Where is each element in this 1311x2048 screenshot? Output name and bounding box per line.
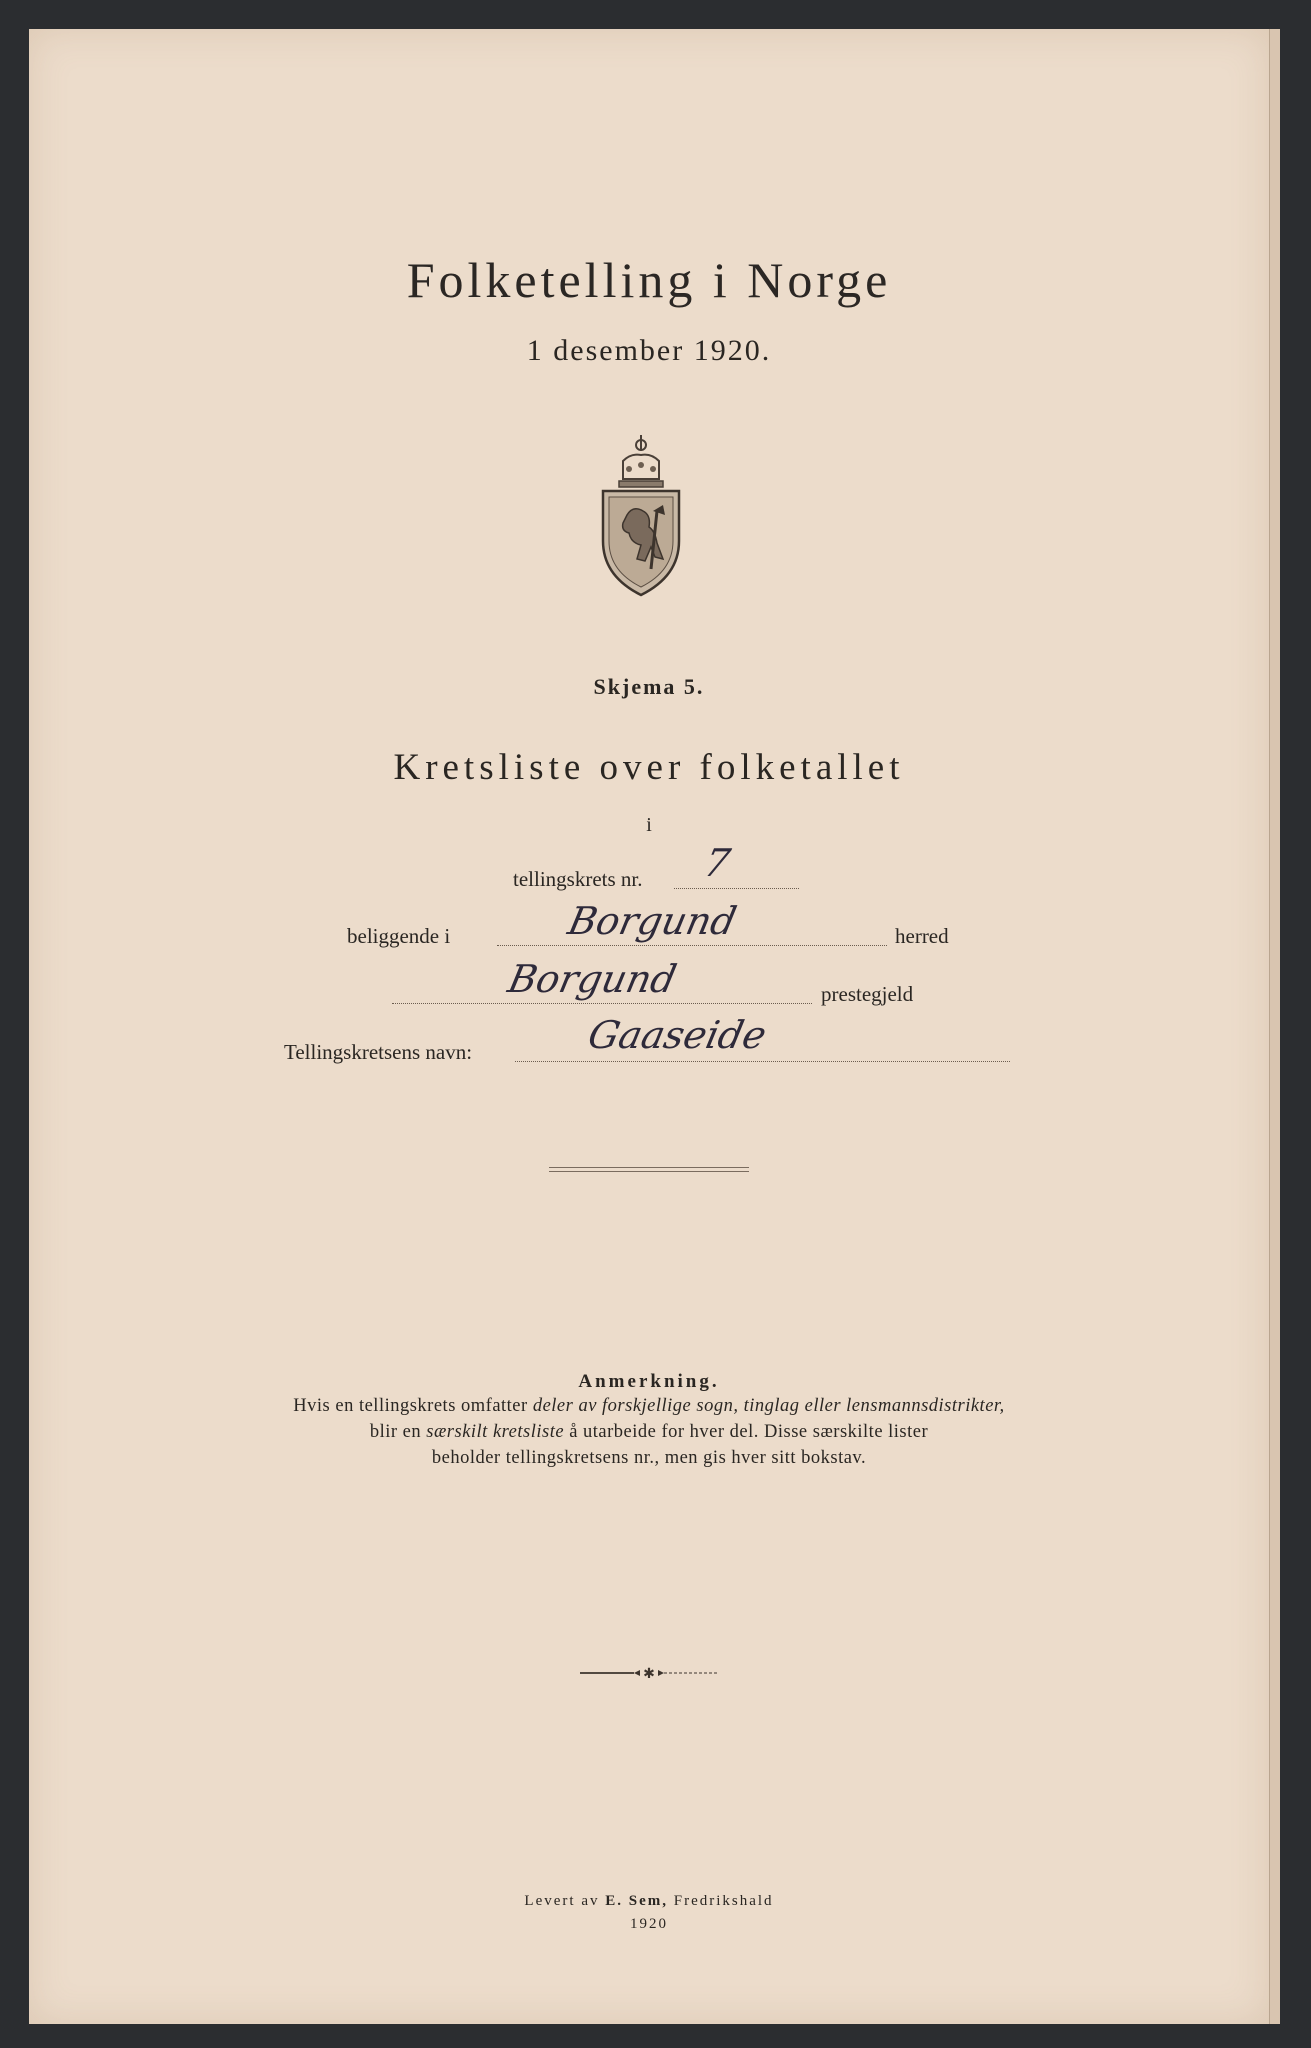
page-edge — [1269, 29, 1280, 2024]
census-date: 1 desember 1920. — [526, 334, 772, 367]
herred-label: herred — [895, 924, 949, 948]
district-name-label: Tellingskretsens navn: — [284, 1040, 473, 1064]
printer-credit — [29, 1893, 1269, 1910]
note-heading: Anmerkning. — [578, 1371, 720, 1392]
printer-city: Fredrikshald — [667, 1893, 774, 1909]
note-text: blir en — [369, 1422, 427, 1442]
located-in-value[interactable]: Borgund — [564, 899, 741, 943]
schema-number: Skjema 5. — [593, 674, 705, 699]
note-line-3: beholder tellingskretsens nr., men gis hver sitt bokstav. — [431, 1448, 867, 1468]
district-name-value[interactable]: Gaaseide — [584, 1013, 771, 1057]
form-subtitle: Kretsliste over folketallet — [393, 747, 905, 788]
printer-prefix: Levert av — [524, 1893, 606, 1909]
located-in-label: beliggende i — [347, 924, 451, 948]
page-title: Folketelling i Norge — [406, 252, 892, 308]
connector-text: i — [646, 814, 652, 836]
note-line-2 — [29, 1422, 1269, 1443]
norwegian-coat-of-arms-icon — [593, 431, 689, 599]
parish-value[interactable]: Borgund — [504, 957, 681, 1001]
district-number-label: tellingskrets nr. — [513, 867, 643, 891]
parish-label: prestegjeld — [821, 982, 914, 1006]
note-text: å utarbeide for hver del. Disse særskilte lister — [564, 1422, 929, 1442]
ornament-divider-icon — [574, 1663, 724, 1683]
printer-name: E. Sem, — [605, 1893, 668, 1909]
section-divider — [549, 1167, 749, 1172]
located-in-line — [497, 945, 887, 946]
census-form-page — [29, 29, 1269, 2024]
svg-text:✱: ✱ — [643, 1666, 655, 1682]
district-number-line — [674, 888, 799, 889]
district-name-line — [515, 1061, 1010, 1062]
note-text-emphasis: særskilt kretsliste — [426, 1422, 565, 1442]
parish-line — [392, 1003, 812, 1004]
note-text: Hvis en tellingskrets omfatter — [293, 1396, 533, 1416]
district-number-value[interactable]: 7 — [700, 841, 734, 885]
note-line-1 — [29, 1396, 1269, 1417]
note-text-emphasis: deler av forskjellige sogn, tinglag eller lensmannsdistrikter, — [532, 1396, 1005, 1416]
print-year: 1920 — [630, 1916, 668, 1932]
